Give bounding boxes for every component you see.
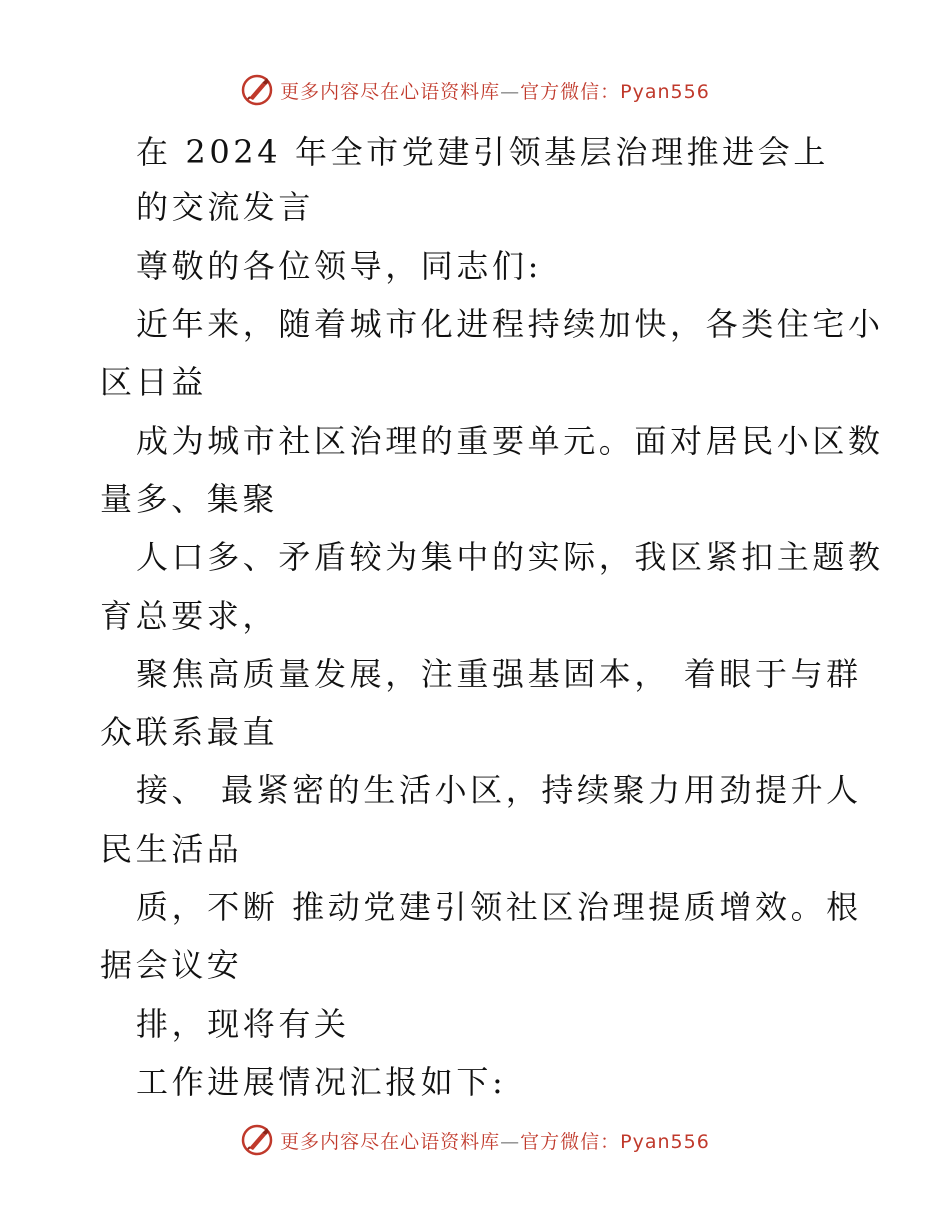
document-title-line-1: 在 2024 年全市党建引领基层治理推进会上 <box>136 133 829 171</box>
paragraph-line: 据会议安 <box>100 946 243 985</box>
paragraph-line: 民生活品 <box>100 829 243 868</box>
document-title-line-2: 的交流发言 <box>136 188 315 226</box>
paragraph-line: 成为城市社区治理的重要单元。面对居民小区数 <box>136 421 884 460</box>
paragraph-line: 接、 最紧密的生活小区，持续聚力用劲提升人 <box>136 771 862 810</box>
watermark-text <box>280 1127 710 1154</box>
paragraph-line: 质，不断 推动党建引领社区治理提质增效。根 <box>136 888 862 926</box>
paragraph-line: 排，现将有关 <box>136 1004 350 1043</box>
watermark-site-name: 更多内容尽在心语资料库 <box>280 80 501 103</box>
paragraph-line: 众联系最直 <box>100 713 279 752</box>
quill-pen-logo-icon <box>240 1123 274 1157</box>
paragraph-line: 近年来，随着城市化进程持续加快，各类住宅小 <box>136 305 884 343</box>
watermark-separator: — <box>500 80 521 103</box>
paragraph-line: 工作进展情况汇报如下: <box>136 1062 507 1101</box>
watermark-wechat-id: 官方微信：Pyan556 <box>520 1130 710 1153</box>
watermark-wechat-id: 官方微信：Pyan556 <box>520 80 710 103</box>
salutation: 尊敬的各位领导，同志们: <box>136 247 542 285</box>
watermark-text <box>280 77 710 104</box>
watermark-separator: — <box>500 1130 521 1153</box>
paragraph-line: 区日益 <box>100 363 207 402</box>
footer-watermark-banner <box>0 1120 950 1160</box>
paragraph-line: 量多、集聚 <box>100 479 279 518</box>
header-watermark-banner <box>0 70 950 110</box>
paragraph-line: 人口多、矛盾较为集中的实际，我区紧扣主题教 <box>136 538 884 577</box>
paragraph-line: 聚焦高质量发展，注重强基固本， 着眼于与群 <box>136 654 862 693</box>
watermark-site-name: 更多内容尽在心语资料库 <box>280 1130 501 1153</box>
paragraph-line: 育总要求， <box>100 596 279 635</box>
quill-pen-logo-icon <box>240 73 274 107</box>
